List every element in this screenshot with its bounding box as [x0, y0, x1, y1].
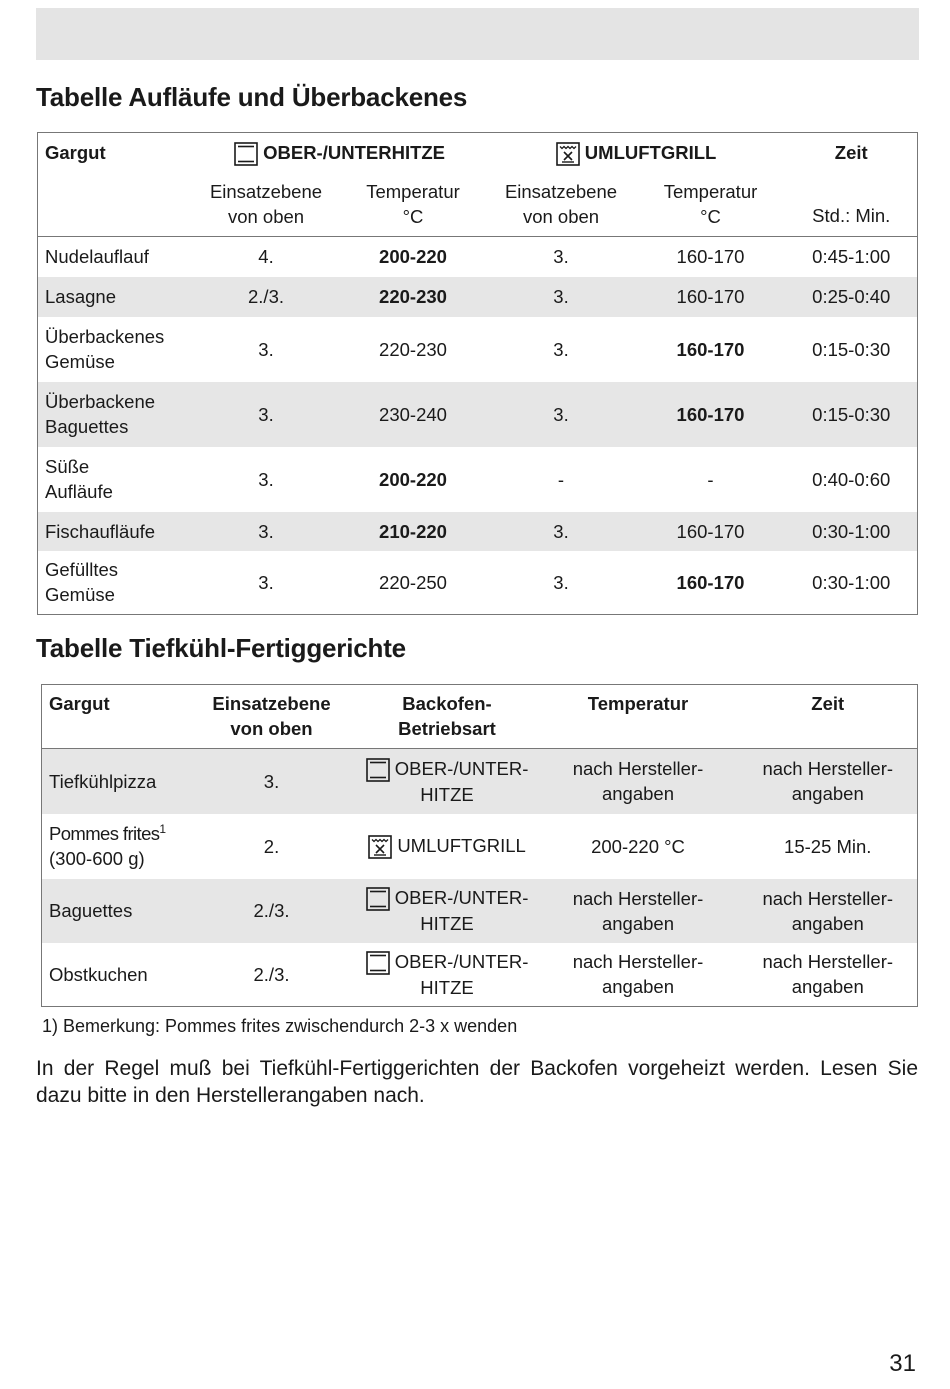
row-temp-ou: 230-240 — [340, 382, 487, 447]
section-title-frozen-meals: Tabelle Tiefkühl-Fertiggerichte — [36, 633, 406, 663]
row-level: 2./3. — [187, 879, 357, 943]
oven-top-bottom-heat-icon — [366, 887, 390, 911]
row-temperature: nach Hersteller- angaben — [538, 749, 739, 814]
row-level: 2. — [263, 835, 280, 857]
row-mode: OBER-/UNTER- HITZE — [357, 943, 538, 1007]
row-mode: OBER-/UNTER- HITZE — [357, 879, 538, 943]
row-level-ug: 3. — [553, 571, 569, 593]
row-time: nach Hersteller- angaben — [739, 879, 918, 943]
row-time: 0:15-0:30 — [812, 338, 891, 360]
row-level-ug: - — [557, 468, 565, 490]
col-convection-grill — [487, 133, 786, 173]
row-mode: OBER-/UNTER- HITZE — [357, 749, 538, 814]
row-level-ug: 3. — [487, 277, 636, 317]
row-name: Nudelauflauf — [45, 246, 149, 268]
table-row — [38, 447, 918, 512]
table-row — [38, 237, 918, 277]
col-zeit: Zeit — [834, 142, 868, 164]
row-temp-ug: - — [707, 468, 714, 490]
col-gargut: Gargut — [42, 685, 187, 749]
row-temp-ug: 160-170 — [636, 512, 786, 551]
table-row — [42, 749, 918, 814]
row-level-ou: 4. — [258, 246, 274, 268]
row-temp-ou: 220-250 — [379, 571, 447, 593]
row-time: 15-25 Min. — [784, 835, 872, 857]
row-level-ug: 3. — [487, 512, 636, 551]
row-temp-ou: 200-220 — [379, 246, 447, 268]
table-row — [38, 382, 918, 447]
row-temp-ou: 220-230 — [340, 277, 487, 317]
row-name: Lasagne — [38, 277, 193, 317]
oven-top-bottom-heat-icon — [366, 758, 390, 782]
row-temp-ug: 160-170 — [676, 338, 745, 360]
body-paragraph: In der Regel muß bei Tiefkühl-Fertiggerichten der Backofen vorgeheizt werden. Lesen Sie dazu bitte in den Herstellerangaben nach. — [36, 1057, 918, 1107]
row-temperature: nach Hersteller- angaben — [572, 951, 704, 998]
table-row — [42, 879, 918, 943]
table-row — [42, 814, 918, 879]
page-number: 31 — [889, 1350, 916, 1377]
row-name: Gefülltes Gemüse — [45, 559, 119, 606]
subhead-temperature: Temperatur °C — [636, 173, 786, 237]
row-time: nach Hersteller- angaben — [762, 951, 894, 998]
row-name: Baguettes — [42, 879, 187, 943]
row-name: Süße Aufläufe — [45, 456, 113, 502]
empty-cell — [38, 173, 193, 237]
row-temp-ou: 200-220 — [379, 468, 447, 490]
row-temperature: 200-220 °C — [591, 835, 685, 857]
oven-top-bottom-heat-icon — [366, 951, 390, 975]
table-row — [38, 277, 918, 317]
table-row — [42, 943, 918, 1007]
footnote: 1) Bemerkung: Pommes frites zwischendurch 2-3 x wenden — [42, 1016, 518, 1036]
row-time: 0:30-1:00 — [812, 571, 891, 593]
row-temp-ou: 210-220 — [340, 512, 487, 551]
row-time: 0:40-0:60 — [812, 468, 891, 490]
col-gargut: Gargut — [45, 142, 106, 164]
row-level: 2./3. — [253, 963, 290, 985]
table-row — [38, 551, 918, 615]
row-time: nach Hersteller- angaben — [739, 749, 918, 814]
row-temperature: nach Hersteller- angaben — [538, 879, 739, 943]
row-level: 3. — [187, 749, 357, 814]
row-temp-ug: 160-170 — [636, 277, 786, 317]
row-name: Pommes frites$^1$ (300-600 g) — [49, 821, 167, 869]
col-oven-mode: Backofen- Betriebsart — [357, 685, 538, 749]
col-convection-grill-label: UMLUFTGRILL — [584, 141, 717, 163]
section-title-casseroles: Tabelle Aufläufe und Überbackenes — [36, 82, 468, 112]
table-row — [38, 317, 918, 382]
oven-convection-grill-icon — [368, 835, 392, 859]
row-level-ug: 3. — [487, 382, 636, 447]
row-level-ug: 3. — [553, 338, 569, 360]
subhead-temperature: Temperatur °C — [340, 173, 487, 237]
row-level-ou: 3. — [258, 571, 274, 593]
col-top-bottom-heat — [193, 133, 487, 173]
row-level-ou: 3. — [193, 512, 340, 551]
subhead-time-unit: Std.: Min. — [786, 173, 918, 237]
row-mode: UMLUFTGRILL — [357, 814, 538, 879]
row-time: 0:45-1:00 — [812, 246, 891, 268]
oven-top-bottom-heat-icon — [234, 142, 258, 166]
table-row — [38, 512, 918, 551]
row-time: 0:15-0:30 — [786, 382, 918, 447]
row-name: Tiefkühlpizza — [42, 749, 187, 814]
row-name: Überbackenes Gemüse — [45, 326, 165, 372]
col-zeit: Zeit — [739, 685, 918, 749]
col-temperature: Temperatur — [538, 685, 739, 749]
row-level-ou: 3. — [193, 382, 340, 447]
row-level-ou: 2./3. — [193, 277, 340, 317]
col-top-bottom-heat-label: OBER-/UNTERHITZE — [263, 141, 446, 163]
row-name: Obstkuchen — [49, 963, 148, 985]
col-level: Einsatzebene von oben — [187, 685, 357, 749]
row-level-ou: 3. — [258, 338, 274, 360]
row-temp-ug: 160-170 — [636, 382, 786, 447]
casserole-table — [37, 132, 918, 615]
oven-convection-grill-icon — [556, 142, 580, 166]
row-name: Überbackene Baguettes — [38, 382, 193, 447]
row-level-ug: 3. — [553, 246, 569, 268]
row-name: Fischaufläufe — [38, 512, 193, 551]
footnote-marker: 1 — [159, 821, 167, 836]
header-bar — [36, 8, 919, 60]
subhead-level: Einsatzebene von oben — [487, 173, 636, 237]
subhead-level: Einsatzebene von oben — [193, 173, 340, 237]
row-temp-ug: 160-170 — [676, 571, 745, 593]
row-level-ou: 3. — [258, 468, 274, 490]
row-temp-ug: 160-170 — [676, 246, 745, 268]
row-temp-ou: 220-230 — [379, 338, 447, 360]
frozen-meals-table — [41, 684, 918, 1007]
row-time: 0:25-0:40 — [786, 277, 918, 317]
row-time: 0:30-1:00 — [786, 512, 918, 551]
